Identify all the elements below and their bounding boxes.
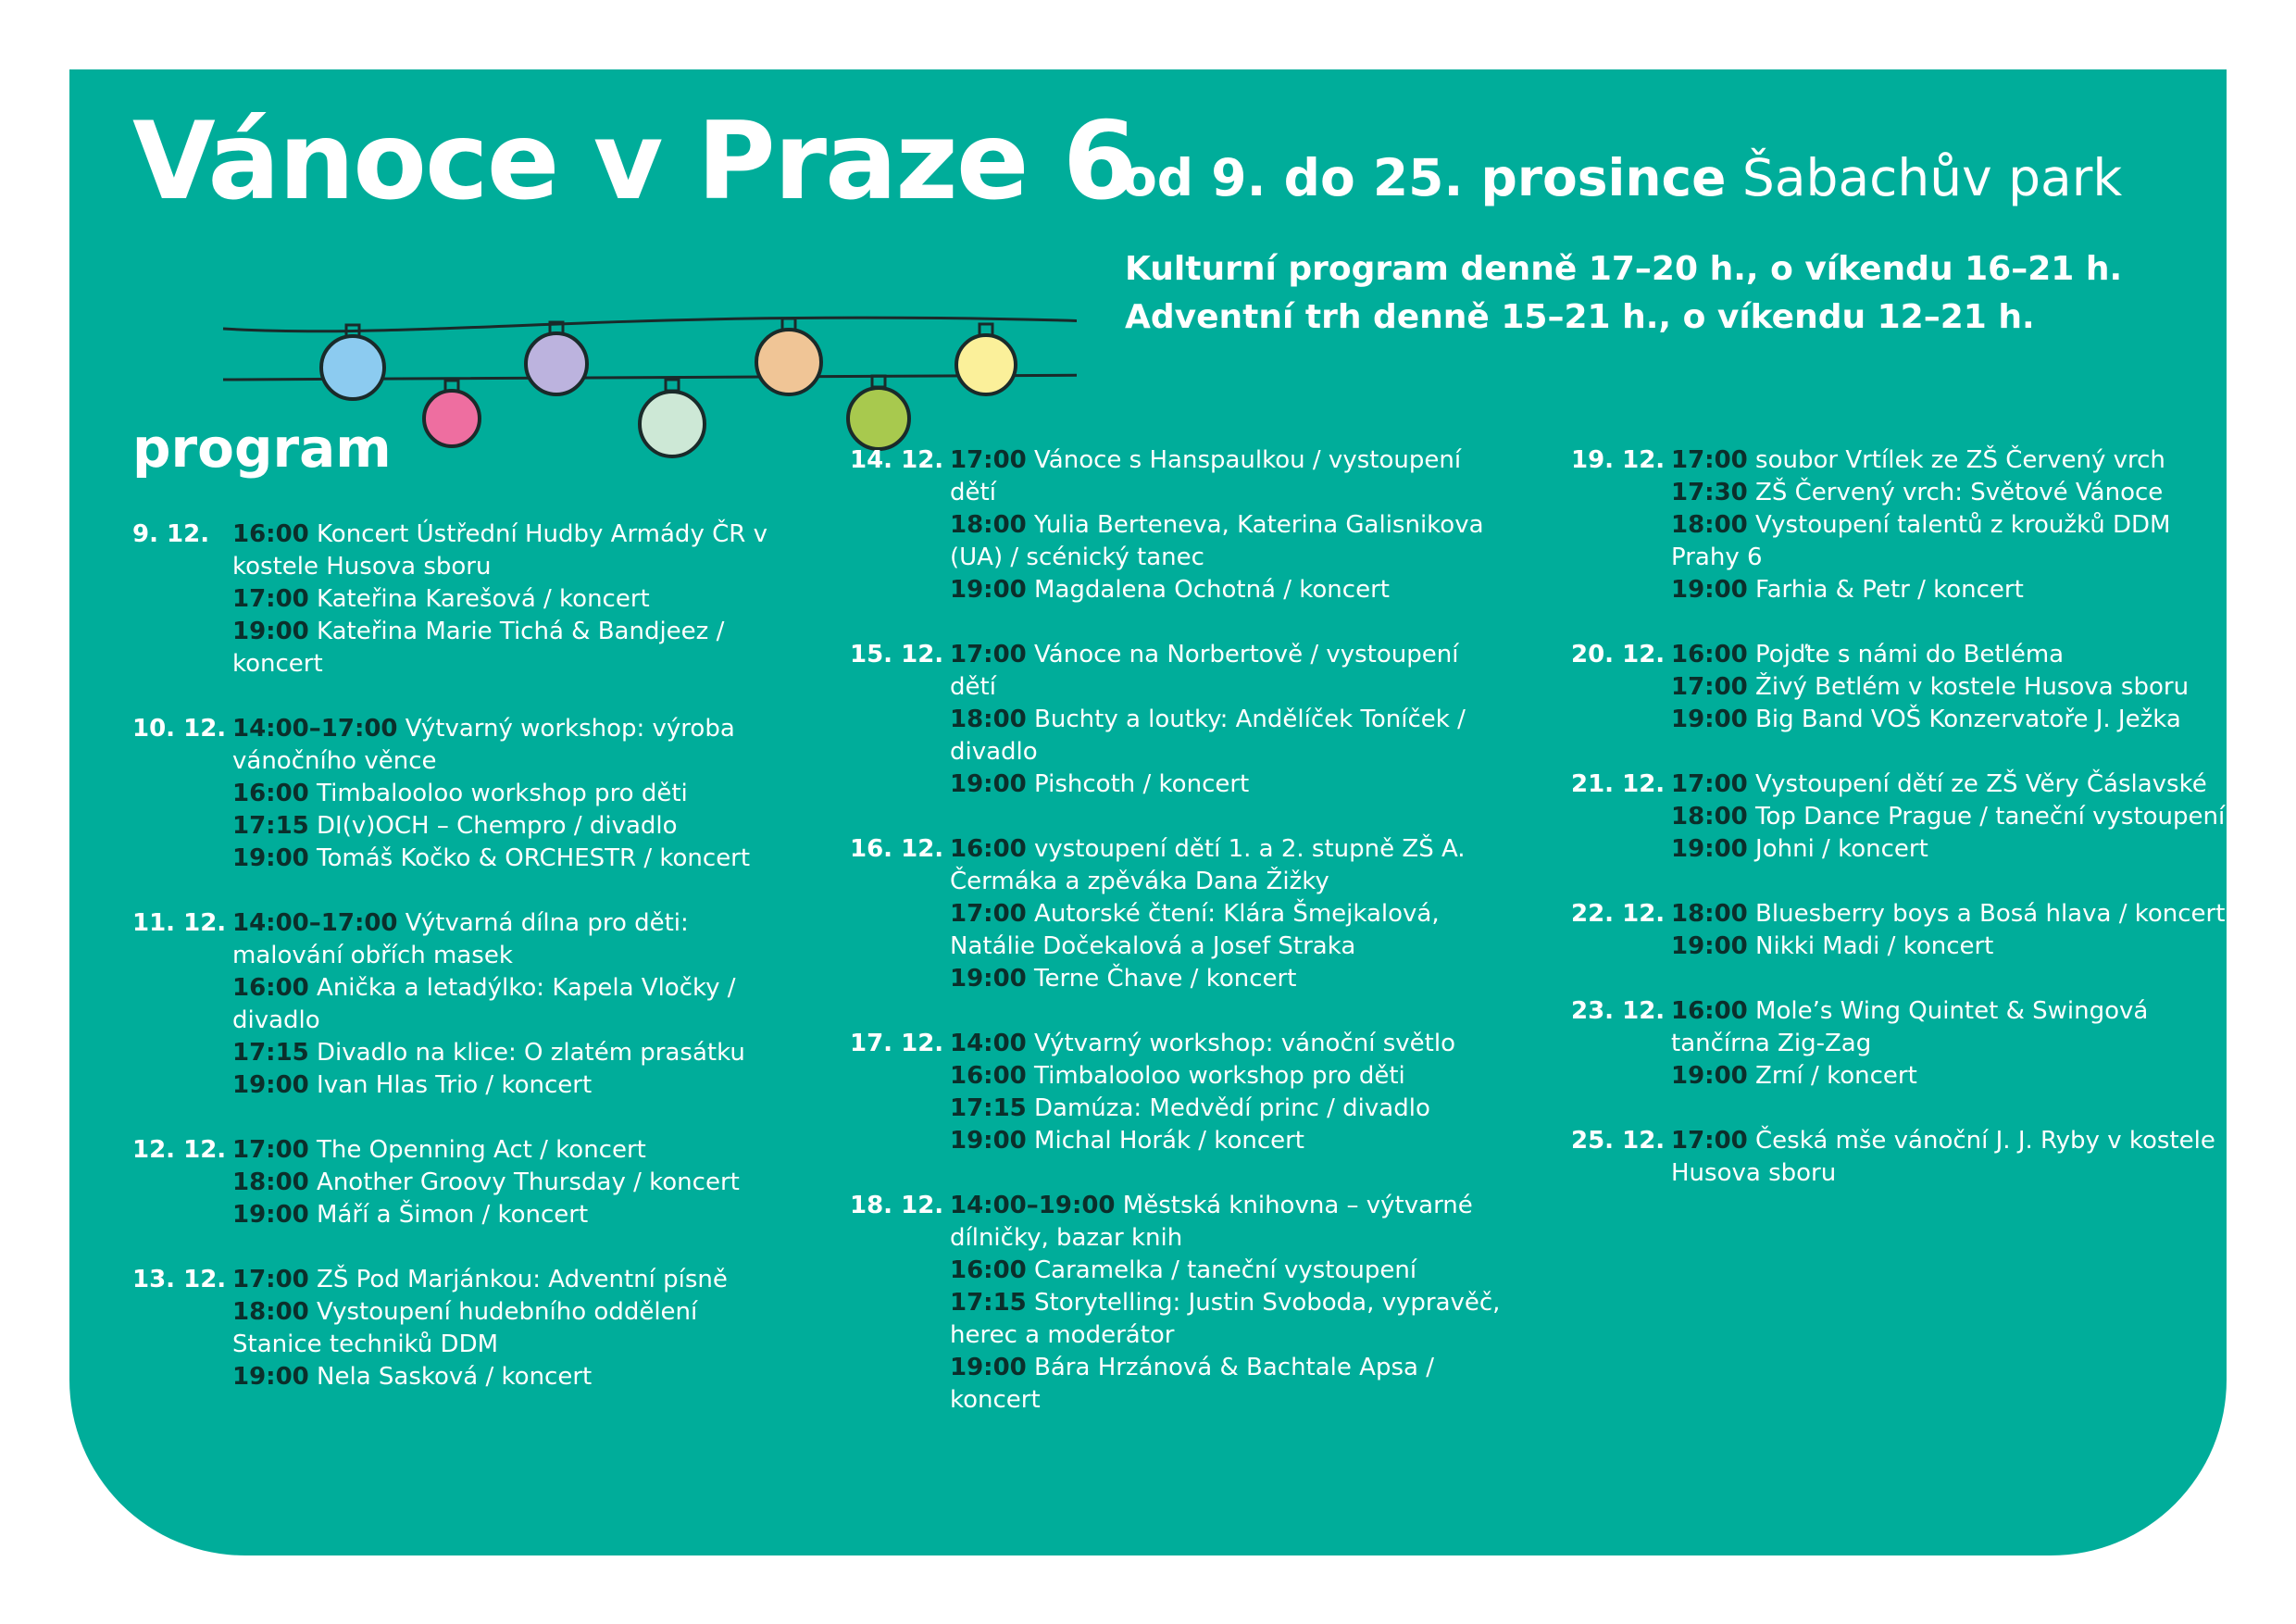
day-date: 25. 12. (1571, 1127, 1666, 1155)
program-day (132, 1134, 780, 1231)
day-date: 14. 12. (850, 446, 944, 474)
event-time: 19:00 (232, 1201, 309, 1229)
day-events (950, 444, 1505, 606)
event-description: Bára Hrzánová & Bachtale Apsa / koncert (950, 1354, 1434, 1414)
program-event (232, 778, 788, 810)
event-description: Nela Sasková / koncert (317, 1363, 593, 1391)
event-place: Šabachův park (1741, 148, 2123, 207)
event-time: 16:00 (232, 974, 309, 1002)
program-event (950, 444, 1505, 509)
event-time: 14:00–17:00 (232, 715, 398, 743)
event-description: Pishcoth / koncert (1034, 770, 1250, 798)
ornament-lime (848, 376, 909, 449)
day-events (950, 833, 1505, 995)
program-day (1571, 995, 2219, 1093)
program-event (232, 713, 788, 778)
program-event (232, 1167, 788, 1199)
event-description: Divadlo na klice: O zlatém prasátku (317, 1039, 745, 1067)
day-date: 12. 12. (132, 1136, 227, 1164)
ornament-pink (424, 381, 480, 446)
program-event (950, 509, 1505, 574)
event-time: 19:00 (1671, 835, 1748, 863)
event-description: Nikki Madi / koncert (1755, 932, 1994, 960)
event-description: Timbalooloo workshop pro děti (1034, 1062, 1405, 1090)
event-description: Kateřina Karešová / koncert (317, 585, 650, 613)
event-description: ZŠ Pod Marjánkou: Adventní písně (317, 1266, 728, 1293)
program-event (950, 963, 1505, 995)
event-description: The Openning Act / koncert (317, 1136, 646, 1164)
event-description: Mole’s Wing Quintet & Swingová tančírna Zig-Zag (1671, 997, 2149, 1057)
program-event (950, 574, 1505, 606)
event-description: Johni / koncert (1755, 835, 1928, 863)
program-event (232, 1069, 788, 1102)
poster-title: Vánoce v Praze 6 (132, 99, 1136, 224)
day-events (232, 518, 788, 681)
day-date: 11. 12. (132, 909, 227, 937)
event-description: Vystoupení talentů z kroužků DDM Prahy 6 (1671, 511, 2171, 571)
event-time: 16:00 (1671, 997, 1748, 1025)
day-events (950, 1190, 1505, 1417)
program-event (950, 1060, 1505, 1093)
advent-market-hours: Adventní trh denně 15–21 h., o víkendu 12–21 h. (1125, 298, 2035, 336)
event-time: 19:00 (950, 965, 1027, 993)
event-time: 17:15 (950, 1289, 1027, 1317)
event-description: Výtvarný workshop: vánoční světlo (1034, 1030, 1455, 1057)
day-events (232, 713, 788, 875)
program-event (1671, 898, 2227, 931)
program-day (850, 833, 1498, 995)
program-day (1571, 1125, 2219, 1190)
day-events (1671, 995, 2227, 1093)
program-event (232, 518, 788, 583)
event-time: 17:15 (950, 1094, 1027, 1122)
event-time: 18:00 (1671, 900, 1748, 928)
event-description: ZŠ Červený vrch: Světové Vánoce (1755, 479, 2164, 506)
event-description: Big Band VOŠ Konzervatoře J. Ježka (1755, 706, 2181, 733)
event-description: Tomáš Kočko & ORCHESTR / koncert (317, 844, 751, 872)
event-description: Vystoupení dětí ze ZŠ Věry Čáslavské (1755, 770, 2207, 798)
program-event (950, 768, 1505, 801)
program-event (232, 1264, 788, 1296)
program-column-2 (850, 444, 1501, 1417)
event-description: Timbalooloo workshop pro děti (317, 780, 688, 807)
opening-hours (1125, 245, 2122, 342)
event-time: 19:00 (950, 770, 1027, 798)
event-time: 19:00 (1671, 576, 1748, 604)
program-event (232, 1361, 788, 1393)
program-heading: program (132, 417, 392, 480)
program-day (850, 1190, 1501, 1417)
event-time: 14:00 (950, 1030, 1027, 1057)
event-time: 19:00 (232, 1363, 309, 1391)
program-day (1571, 768, 2226, 866)
event-description: Michal Horák / koncert (1034, 1127, 1304, 1155)
ornament-light-blue (321, 325, 384, 399)
program-event (950, 1093, 1505, 1125)
event-description: Ivan Hlas Trio / koncert (317, 1071, 593, 1099)
program-event (950, 833, 1505, 898)
day-events (1671, 898, 2227, 963)
event-time: 16:00 (950, 1256, 1027, 1284)
event-time: 14:00–19:00 (950, 1192, 1116, 1219)
program-day (132, 713, 780, 875)
program-column-1 (132, 518, 780, 1393)
event-time: 14:00–17:00 (232, 909, 398, 937)
event-description: Česká mše vánoční J. J. Ryby v kostele Husova sboru (1671, 1127, 2215, 1187)
event-time: 19:00 (950, 576, 1027, 604)
event-time: 19:00 (1671, 706, 1748, 733)
day-date: 23. 12. (1571, 997, 1666, 1025)
event-description: Damúza: Medvědí princ / divadlo (1034, 1094, 1430, 1122)
event-time: 16:00 (950, 835, 1027, 863)
event-description: Vánoce s Hanspaulkou / vystoupení dětí (950, 446, 1462, 506)
program-day (132, 1264, 780, 1393)
day-date: 19. 12. (1571, 446, 1666, 474)
event-description: Kateřina Marie Tichá & Bandjeez / koncert (232, 618, 725, 678)
event-time: 19:00 (1671, 1062, 1748, 1090)
event-time: 17:00 (1671, 673, 1748, 701)
event-description: Autorské čtení: Klára Šmejkalová, Natálie Dočekalová a Josef Straka (950, 900, 1440, 960)
day-events (232, 907, 788, 1102)
program-event (232, 616, 788, 681)
event-description: Pojďte s námi do Betléma (1755, 641, 2065, 668)
day-date: 16. 12. (850, 835, 944, 863)
event-description: Bluesberry boys a Bosá hlava / koncert (1755, 900, 2226, 928)
event-time: 18:00 (1671, 803, 1748, 831)
day-date: 9. 12. (132, 520, 210, 548)
day-date: 10. 12. (132, 715, 227, 743)
culture-program-hours: Kulturní program denně 17–20 h., o víkendu 16–21 h. (1125, 250, 2123, 288)
event-time: 17:00 (950, 641, 1027, 668)
program-day (1571, 898, 2226, 963)
program-event (232, 583, 788, 616)
event-description: Another Groovy Thursday / koncert (317, 1168, 740, 1196)
event-time: 17:00 (232, 1136, 309, 1164)
event-description: Výtvarný workshop: výroba vánočního věnce (232, 715, 735, 775)
program-day (1571, 639, 2219, 736)
event-time: 19:00 (950, 1354, 1027, 1381)
event-description: Městská knihovna – výtvarné dílničky, bazar knih (950, 1192, 1473, 1252)
ornament-mint (640, 380, 705, 456)
event-time: 19:00 (950, 1127, 1027, 1155)
program-event (950, 704, 1505, 768)
program-day (850, 639, 1498, 801)
program-event (1671, 639, 2227, 671)
program-event (232, 843, 788, 875)
event-description: Živý Betlém v kostele Husova sboru (1755, 673, 2190, 701)
event-description: Buchty a loutky: Andělíček Toníček / divadlo (950, 706, 1466, 766)
event-description: Koncert Ústřední Hudby Armády ČR v kostele Husova sboru (232, 520, 767, 581)
program-event (232, 972, 788, 1037)
day-date: 15. 12. (850, 641, 944, 668)
day-events (1671, 768, 2227, 866)
event-description: Anička a letadýlko: Kapela Vločky / divadlo (232, 974, 736, 1034)
day-date: 21. 12. (1571, 770, 1666, 798)
program-event (950, 1287, 1505, 1352)
event-time: 18:00 (950, 511, 1027, 539)
program-day (850, 444, 1498, 606)
program-event (1671, 704, 2227, 736)
event-description: DI(v)OCH – Chempro / divadlo (317, 812, 678, 840)
event-time: 17:00 (1671, 446, 1748, 474)
event-time: 18:00 (232, 1298, 309, 1326)
event-description: soubor Vrtílek ze ZŠ Červený vrch (1755, 446, 2165, 474)
event-description: Máří a Šimon / koncert (317, 1201, 589, 1229)
event-time: 19:00 (232, 618, 309, 645)
event-time: 17:00 (232, 1266, 309, 1293)
day-events (232, 1134, 788, 1231)
event-dates-place (1122, 148, 2123, 207)
program-event (1671, 1060, 2227, 1093)
program-day (132, 907, 780, 1102)
event-description: Yulia Berteneva, Katerina Galisnikova (UA) / scénický tanec (950, 511, 1484, 571)
event-time: 18:00 (950, 706, 1027, 733)
program-event (1671, 801, 2227, 833)
program-event (232, 1199, 788, 1231)
program-event (1671, 931, 2227, 963)
program-event (232, 1296, 788, 1361)
event-dates: od 9. do 25. prosince (1122, 148, 1727, 207)
event-time: 17:00 (950, 446, 1027, 474)
event-time: 17:30 (1671, 479, 1748, 506)
program-event (950, 898, 1505, 963)
program-event (1671, 833, 2227, 866)
event-description: vystoupení dětí 1. a 2. stupně ZŠ A. Čermáka a zpěváka Dana Žižky (950, 835, 1466, 895)
day-events (1671, 1125, 2227, 1190)
event-description: Magdalena Ochotná / koncert (1034, 576, 1390, 604)
day-events (950, 639, 1505, 801)
day-date: 13. 12. (132, 1266, 227, 1293)
poster-panel (69, 69, 2227, 1555)
event-time: 18:00 (1671, 511, 1748, 539)
program-event (232, 907, 788, 972)
event-time: 17:00 (950, 900, 1027, 928)
program-event (950, 1125, 1505, 1157)
event-time: 19:00 (232, 844, 309, 872)
day-events (232, 1264, 788, 1393)
program-day (1571, 444, 2219, 606)
event-description: Výtvarná dílna pro děti: malování obřích masek (232, 909, 689, 969)
event-description: Caramelka / taneční vystoupení (1034, 1256, 1417, 1284)
event-time: 19:00 (232, 1071, 309, 1099)
program-event (232, 1037, 788, 1069)
day-date: 18. 12. (850, 1192, 944, 1219)
event-time: 17:00 (1671, 770, 1748, 798)
program-event (950, 1190, 1505, 1255)
program-event (950, 1028, 1505, 1060)
event-description: Vystoupení hudebního oddělení Stanice techniků DDM (232, 1298, 698, 1358)
event-time: 17:15 (232, 812, 309, 840)
event-time: 17:00 (232, 585, 309, 613)
event-description: Storytelling: Justin Svoboda, vypravěč, herec a moderátor (950, 1289, 1501, 1349)
program-event (1671, 574, 2227, 606)
program-event (1671, 1125, 2227, 1190)
event-time: 16:00 (1671, 641, 1748, 668)
event-time: 18:00 (232, 1168, 309, 1196)
day-events (1671, 444, 2227, 606)
event-time: 19:00 (1671, 932, 1748, 960)
event-description: Vánoce na Norbertově / vystoupení dětí (950, 641, 1459, 701)
event-description: Zrní / koncert (1755, 1062, 1917, 1090)
event-description: Farhia & Petr / koncert (1755, 576, 2024, 604)
event-time: 17:00 (1671, 1127, 1748, 1155)
day-date: 17. 12. (850, 1030, 944, 1057)
program-event (1671, 477, 2227, 509)
event-time: 16:00 (232, 780, 309, 807)
program-event (1671, 509, 2227, 574)
day-date: 22. 12. (1571, 900, 1666, 928)
program-event (1671, 671, 2227, 704)
program-day (850, 1028, 1498, 1157)
day-events (950, 1028, 1505, 1157)
event-time: 16:00 (950, 1062, 1027, 1090)
program-event (950, 1255, 1505, 1287)
day-date: 20. 12. (1571, 641, 1666, 668)
day-events (1671, 639, 2227, 736)
program-event (232, 810, 788, 843)
program-day (132, 518, 780, 681)
event-time: 16:00 (232, 520, 309, 548)
event-time: 17:15 (232, 1039, 309, 1067)
program-event (1671, 768, 2227, 801)
program-event (950, 1352, 1505, 1417)
ornament-peach (756, 319, 821, 394)
program-event (1671, 444, 2227, 477)
ornament-lavender (526, 322, 587, 394)
program-column-3 (1571, 444, 2226, 1190)
event-description: Terne Čhave / koncert (1034, 965, 1297, 993)
program-event (950, 639, 1505, 704)
ornament-light-yellow (956, 324, 1016, 394)
event-description: Top Dance Prague / taneční vystoupení (1755, 803, 2226, 831)
program-event (232, 1134, 788, 1167)
program-event (1671, 995, 2227, 1060)
